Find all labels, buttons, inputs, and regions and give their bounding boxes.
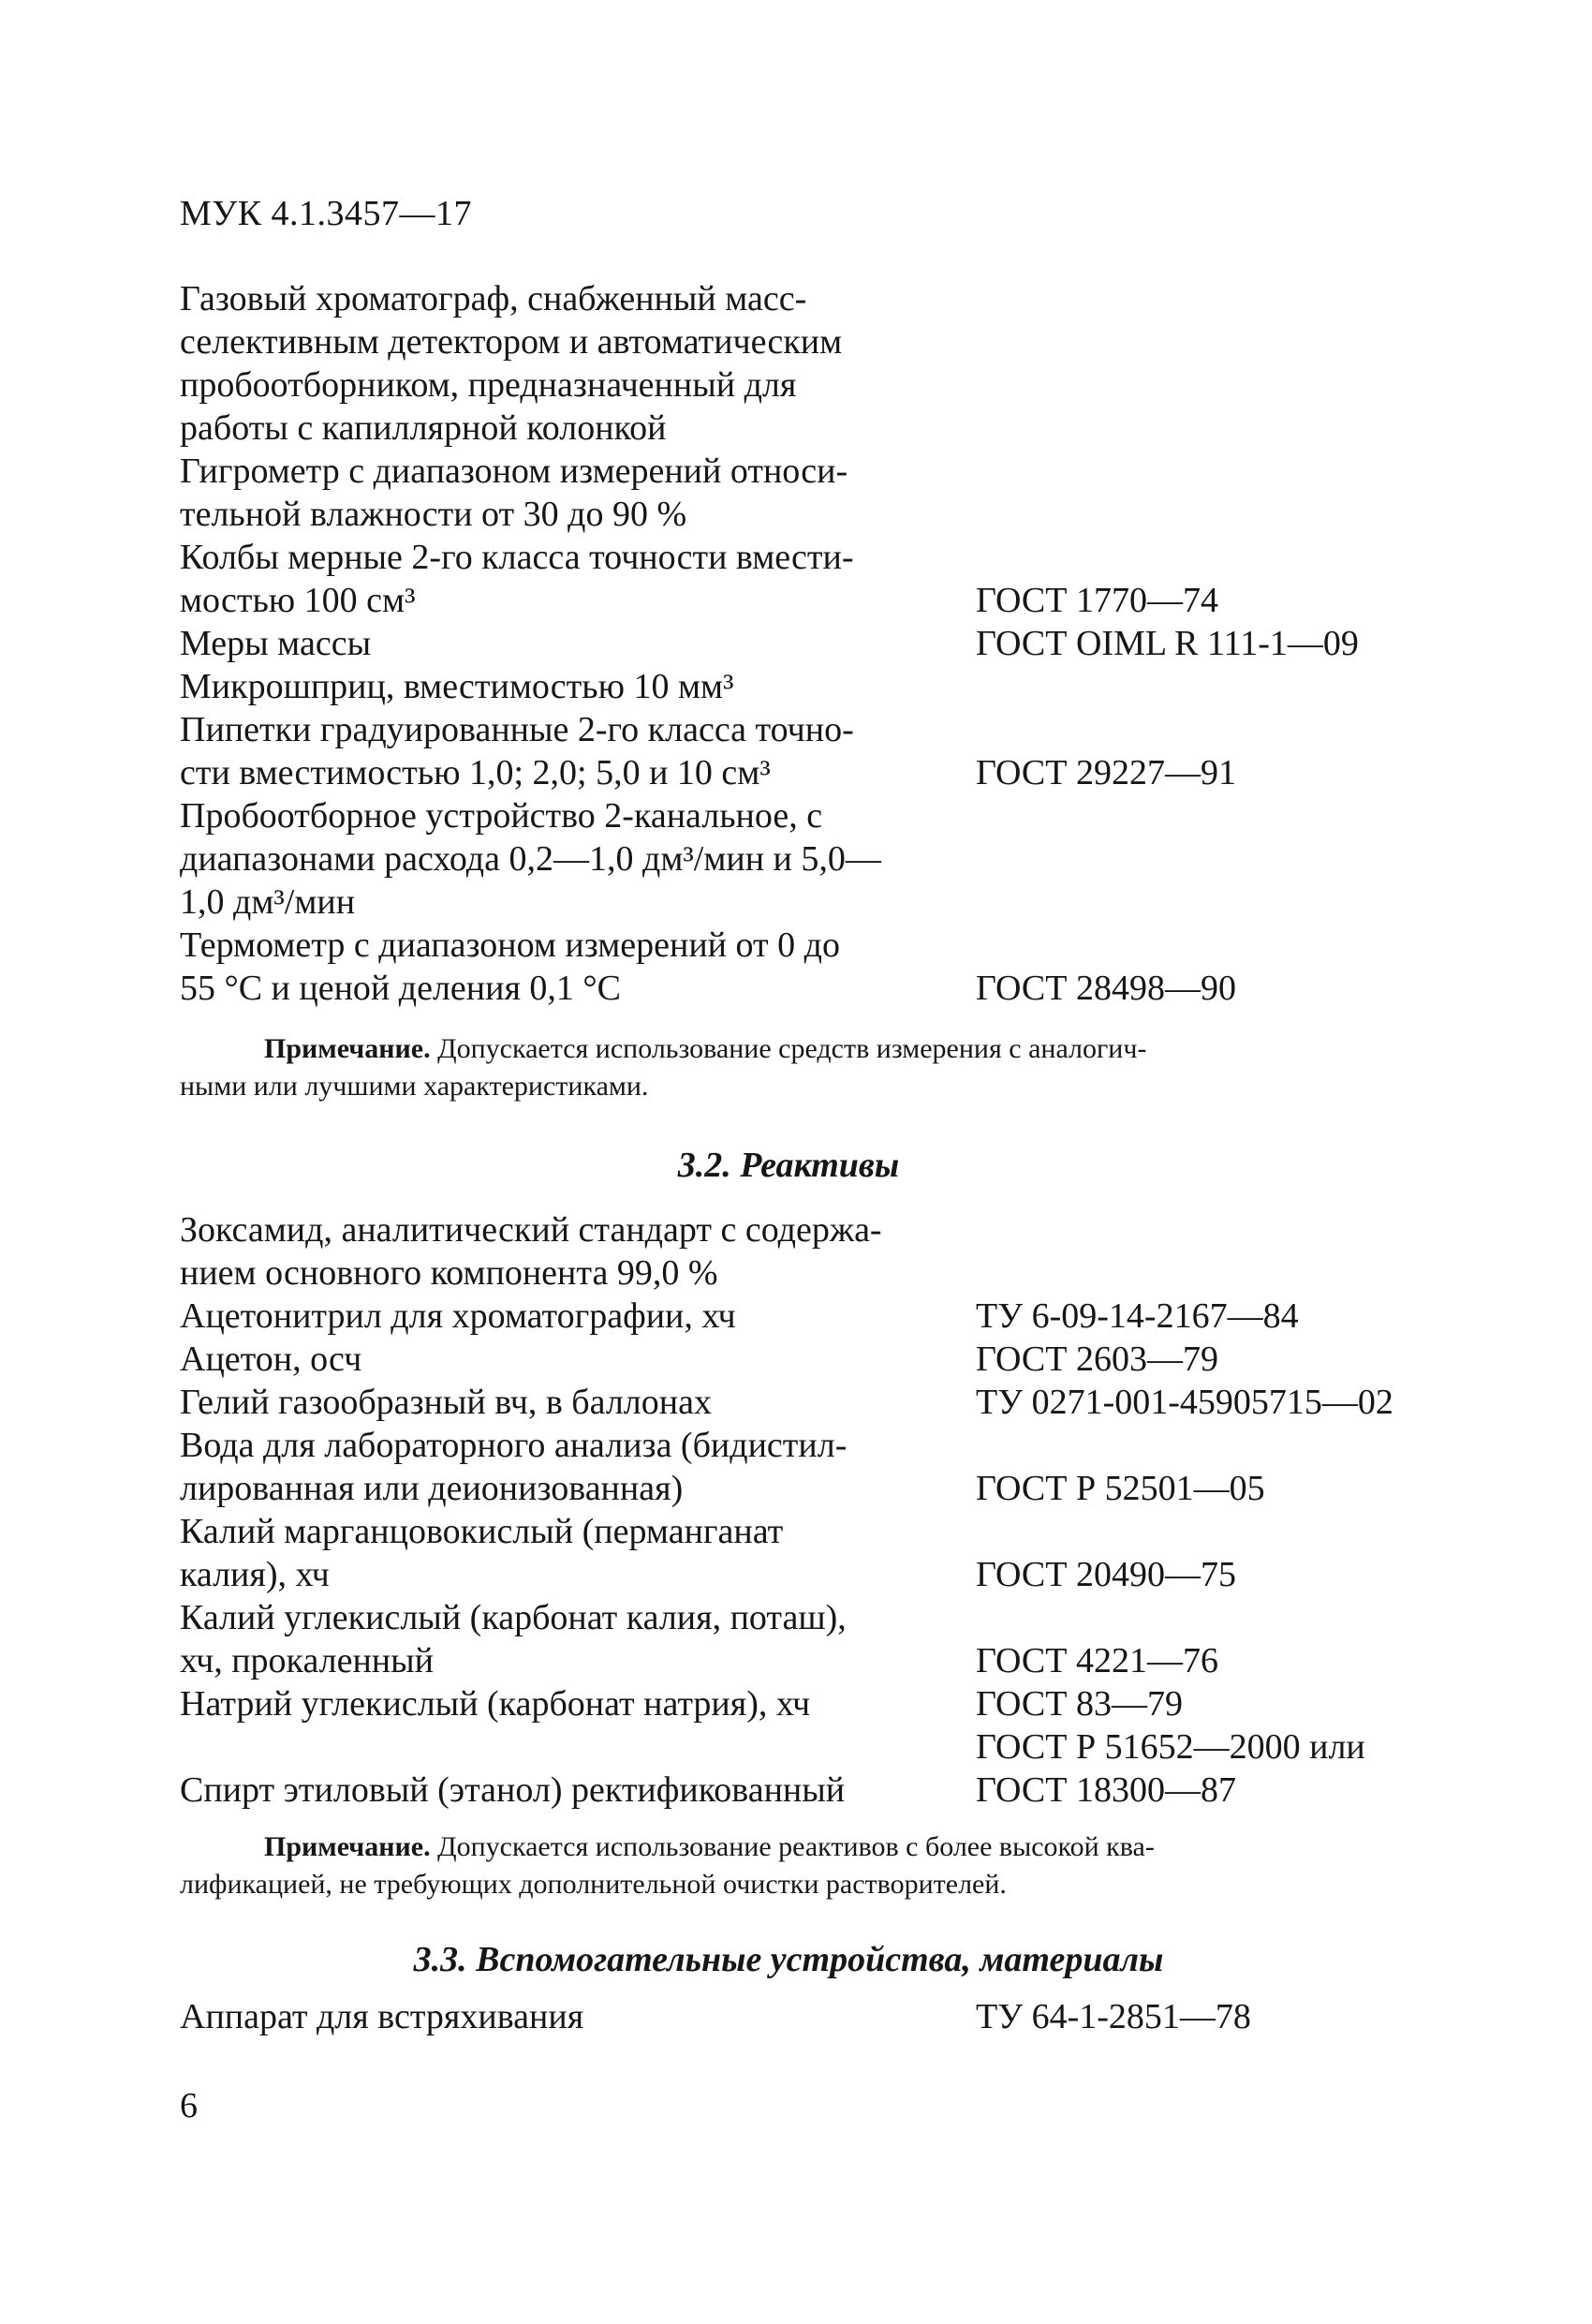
item-standard: ГОСТ 4221—76 (976, 1641, 1218, 1680)
item-standard: ГОСТ 29227—91 (976, 753, 1236, 792)
list-item (180, 1381, 1435, 1424)
item-name-line: тельной влажности от 30 до 90 % (180, 495, 687, 534)
list-item (180, 794, 1435, 924)
item-name-line: 1,0 дм³/мин (180, 882, 356, 922)
section-heading-reagents: 3.2. Реактивы (677, 1146, 900, 1185)
list-item (180, 536, 1435, 622)
item-name-line: Ацетонитрил для хроматографии, хч (180, 1296, 736, 1336)
list-item (180, 1208, 1435, 1295)
item-name-line: Колбы мерные 2-го класса точности вмести- (180, 538, 854, 577)
item-name (180, 924, 976, 1010)
item-name-line: Зоксамид, аналитический стандарт с содержа- (180, 1210, 882, 1250)
page-number: 6 (180, 2086, 198, 2125)
item-name (180, 277, 976, 450)
item-name (180, 1510, 976, 1596)
item-name-line: Газовый хроматограф, снабженный масс- (180, 279, 807, 318)
item-standard: ТУ 6-09-14-2167—84 (976, 1296, 1299, 1336)
item-name (180, 708, 976, 794)
list-item (180, 450, 1435, 536)
note-equipment-line1 (180, 1030, 1397, 1068)
item-name-line: диапазонами расхода 0,2—1,0 дм³/мин и 5,0— (180, 839, 881, 879)
item-standard: ГОСТ 20490—75 (976, 1555, 1236, 1594)
item-name (180, 1338, 976, 1381)
item-name (180, 1995, 976, 2038)
item-name-line: Гигрометр с диапазоном измерений относи- (180, 451, 848, 491)
item-standard: ГОСТ Р 52501—05 (976, 1469, 1265, 1508)
item-name (180, 665, 976, 708)
item-name (180, 622, 976, 665)
item-name (180, 450, 976, 536)
reagents-list (180, 1208, 1435, 1812)
note-equipment-line2: ными или лучшими характеристиками. (180, 1071, 649, 1102)
list-item (180, 924, 1435, 1010)
note-label: Примечание. (264, 1831, 431, 1862)
item-name (180, 794, 976, 924)
item-name-line: работы с капиллярной колонкой (180, 408, 667, 448)
list-item (180, 1295, 1435, 1338)
item-name-line: мостью 100 см³ (180, 581, 416, 620)
item-name-line: Натрий углекислый (карбонат натрия), хч (180, 1684, 811, 1724)
item-name-line: Калий углекислый (карбонат калия, поташ), (180, 1598, 847, 1637)
note-label: Примечание. (264, 1033, 431, 1064)
item-name-line: Вода для лабораторного анализа (бидистил- (180, 1426, 848, 1465)
item-name-line: лированная или деионизованная) (180, 1469, 684, 1508)
list-item (180, 1725, 1435, 1812)
list-item (180, 1510, 1435, 1596)
item-name (180, 1381, 976, 1424)
item-name-line: селективным детектором и автоматическим (180, 322, 843, 362)
list-item (180, 708, 1435, 794)
list-item (180, 1995, 1435, 2038)
list-item (180, 622, 1435, 665)
item-name-line: Пробоотборное устройство 2-канальное, с (180, 796, 823, 836)
note-text: Допускается использование средств измерения с аналогич- (430, 1033, 1147, 1064)
item-name (180, 1769, 976, 1812)
note-equipment (180, 1030, 1397, 1105)
list-item (180, 1424, 1435, 1510)
item-name (180, 1596, 976, 1682)
item-standard: ГОСТ 83—79 (976, 1684, 1183, 1724)
item-name (180, 536, 976, 622)
note-reagents-line2: лификацией, не требующих дополнительной очистки растворителей. (180, 1869, 1007, 1900)
item-standard: ГОСТ OIML R 111-1—09 (976, 624, 1359, 663)
auxiliary-list (180, 1995, 1435, 2038)
item-name-line: калия), хч (180, 1555, 330, 1594)
item-name-line: пробоотборником, предназначенный для (180, 365, 797, 405)
list-item (180, 1338, 1435, 1381)
item-name-line: Термометр с диапазоном измерений от 0 до (180, 925, 840, 965)
item-standard: ГОСТ Р 51652—2000 или ГОСТ 18300—87 (976, 1727, 1365, 1810)
item-standard: ГОСТ 28498—90 (976, 969, 1236, 1008)
item-name-line: Меры массы (180, 624, 372, 663)
equipment-list (180, 277, 1435, 1010)
list-item (180, 665, 1435, 708)
item-name-line: сти вместимостью 1,0; 2,0; 5,0 и 10 см³ (180, 753, 771, 792)
item-name-line: Спирт этиловый (этанол) ректификованный (180, 1770, 846, 1810)
item-name-line: хч, прокаленный (180, 1641, 435, 1680)
item-name-line: Ацетон, осч (180, 1340, 362, 1379)
item-name (180, 1682, 976, 1725)
note-reagents-line1 (180, 1828, 1397, 1866)
note-reagents (180, 1828, 1397, 1903)
list-item (180, 1682, 1435, 1725)
item-standard: ГОСТ 1770—74 (976, 581, 1218, 620)
item-name-line: Гелий газообразный вч, в баллонах (180, 1383, 712, 1422)
item-name-line: Калий марганцовокислый (перманганат (180, 1512, 784, 1551)
item-standard: ТУ 0271-001-45905715—02 (976, 1383, 1393, 1422)
item-standard: ТУ 64-1-2851—78 (976, 1997, 1251, 2036)
item-name-line: Микрошприц, вместимостью 10 мм³ (180, 667, 734, 706)
section-heading-auxiliary: 3.3. Вспомогательные устройства, материалы (413, 1940, 1164, 1979)
note-text: Допускается использование реактивов с более высокой ква- (430, 1831, 1155, 1862)
document-code-header: МУК 4.1.3457—17 (180, 194, 473, 233)
item-name (180, 1208, 976, 1295)
item-name (180, 1295, 976, 1338)
item-standard: ГОСТ 2603—79 (976, 1340, 1218, 1379)
list-item (180, 277, 1435, 450)
list-item (180, 1596, 1435, 1682)
item-name-line: Пипетки градуированные 2-го класса точно- (180, 710, 854, 749)
item-name-line: 55 °С и ценой деления 0,1 °С (180, 969, 621, 1008)
item-name-line: Аппарат для встряхивания (180, 1997, 584, 2036)
item-name-line: нием основного компонента 99,0 % (180, 1253, 718, 1293)
item-name (180, 1424, 976, 1510)
